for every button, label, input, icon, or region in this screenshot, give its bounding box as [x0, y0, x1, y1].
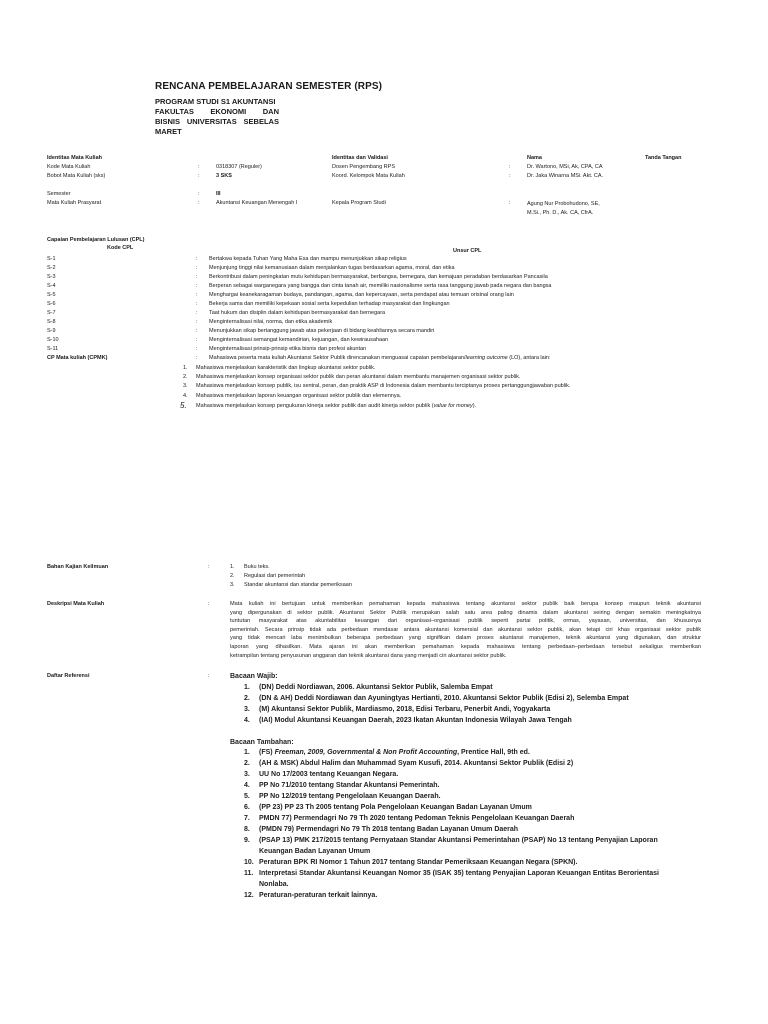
cpl-code: S-2 — [47, 265, 56, 271]
cpmk-num: 2. — [183, 374, 188, 380]
cpl-code: S-5 — [47, 292, 56, 298]
cpl-sep: : — [196, 283, 198, 289]
cpl-text: Menginternalisasi nilai, norma, dan etika akademik — [209, 319, 333, 325]
cpl-code: S-4 — [47, 283, 56, 289]
ref-num: 1. — [244, 749, 250, 756]
deskripsi-line: tuntutan masyarakat atas akuntabilitas keuangan dari organisasi–organisasi publik seperti partai politik, ormas, yayasan, universitas, dan khususnya — [230, 618, 701, 625]
cpl-code: S-8 — [47, 319, 56, 325]
faculty-word: FAKULTAS — [155, 107, 194, 116]
cpl-text: Menghargai keanekaragaman budaya, pandangan, agama, dan kepercayaan, serta pendapat atau temuan orisinal orang lain — [209, 292, 514, 298]
ref-text: (DN & AH) Deddi Nordiawan dan Ayuningtyas Hertianti, 2010. Akuntansi Sektor Publik (Edisi 2), Selemba Empat — [259, 695, 629, 702]
bahan-label: Bahan Kajian Keilmuan — [47, 564, 109, 570]
cpl-code: S-10 — [47, 337, 59, 343]
cpl-text: Menginternalisasi semangat kemandirian, kejuangan, dan kewirausahaan — [209, 337, 389, 343]
cpl-sep: : — [196, 301, 198, 307]
ref-text: (AH & MSK) Abdul Halim dan Muhammad Syam Kusufi, 2014. Akuntansi Sektor Publik (Edisi 2) — [259, 760, 574, 767]
cpl-sep: : — [196, 265, 198, 271]
ref-text: (DN) Deddi Nordiawan, 2006. Akuntansi Sektor Publik, Salemba Empat — [259, 684, 493, 691]
bahan-text: Regulasi dari pemerintah — [244, 573, 306, 579]
ref-text-cont: Nonlaba. — [259, 881, 289, 888]
identity-label: Kode Mata Kuliah — [47, 164, 91, 170]
cpmk-text-part: Mahasiswa menjelaskan konsep pengukuran kinerja sektor publik dan audit kinerja sektor publik ( — [196, 403, 434, 409]
ref-text-cont: Keuangan Badan Layanan Umum — [259, 848, 371, 855]
cpmk-num: 3. — [183, 383, 188, 389]
ref-num: 2. — [244, 760, 250, 767]
bahan-num: 3. — [230, 582, 235, 588]
cpl-code: S-3 — [47, 274, 56, 280]
cpl-code: S-11 — [47, 346, 59, 352]
ref-text: Interpretasi Standar Akuntansi Keuangan Nomor 35 (ISAK 35) tentang Penyajian Laporan Keuangan Entitas Berorientasi — [259, 870, 659, 877]
bahan-num: 2. — [230, 573, 235, 579]
cpmk-num: 1. — [183, 365, 188, 371]
ref-num: 10. — [244, 859, 254, 866]
ref-text: PP No 12/2019 tentang Pengelolaan Keuangan Daerah. — [259, 793, 441, 800]
business-line — [155, 117, 279, 127]
maret-line: MARET — [155, 127, 182, 136]
deskripsi-text — [230, 600, 701, 660]
ref-num: 9. — [244, 837, 250, 844]
ref-text: (PSAP 13) PMK 217/2015 tentang Pernyataan Standar Akuntansi Pemerintahan (PSAP) No 13 tentang Penyajian Laporan — [259, 837, 658, 844]
ref-text: UU No 17/2003 tentang Keuangan Negara. — [259, 771, 399, 778]
bahan-text: Buku teks. — [244, 564, 270, 570]
faculty-line — [155, 107, 279, 117]
name-heading: Nama — [527, 155, 542, 161]
ref-num: 12. — [244, 892, 254, 899]
cpl-sep: : — [196, 337, 198, 343]
business-word: SEBELAS — [243, 117, 279, 126]
validation-label: Dosen Pengembang RPS — [332, 164, 395, 170]
validation-name: Dr. Jaka Winarna MSi. Akt. CA. — [527, 173, 604, 179]
cpl-text: Bekerja sama dan memiliki kepekaan sosial serta kepedulian terhadap masyarakat dan lingkungan — [209, 301, 450, 307]
ref-text: Peraturan-peraturan terkait lainnya. — [259, 892, 378, 899]
cpl-code: S-7 — [47, 310, 56, 316]
identity-sep: : — [198, 191, 200, 197]
ref-text: Peraturan BPK RI Nomor 1 Tahun 2017 tentang Standar Pemeriksaan Keuangan Negara (SPKN). — [259, 859, 578, 866]
referensi-sep: : — [208, 673, 210, 679]
identity-sep: : — [198, 164, 200, 170]
ref-num: 5. — [244, 793, 250, 800]
cpl-text: Berperan sebagai warganegara yang bangga dan cinta tanah air, memiliki nasionalisme serta rasa tanggung jawab pada negara dan bangsa — [209, 283, 552, 289]
identity-sep: : — [198, 173, 200, 179]
identity-label: Semester — [47, 191, 71, 197]
ref-text — [259, 748, 530, 759]
cpmk-intro-text: Mahasiswa peserta mata kuliah Akuntansi Sektor Publik direncanakan menguasai capaian pembelajaran/ — [209, 355, 466, 361]
identity-value: 0318307 (Reguler) — [216, 164, 262, 170]
identity-label: Bobot Mata Kuliah (sks) — [47, 173, 106, 179]
deskripsi-line: yang tidak mencari laba menimbulkan beberapa perbedaan yang signifikan dalam proses akuntansi manajemen, teknik akuntansi yang digunakan, dan struktur — [230, 635, 701, 642]
cpl-sep: : — [196, 319, 198, 325]
deskripsi-line: pemerintah. Secara prinsip tidak ada perbedaan mendasar antara akuntansi komersial dan akuntansi sektor publik, akan tetapi ciri khas organisasi sektor publik — [230, 626, 701, 633]
ref-text: PP No 71/2010 tentang Standar Akuntansi Pemerintah. — [259, 782, 440, 789]
ref-num: 3. — [244, 706, 250, 713]
validation-name: Agung Nur Probohudono, SE, M.Si., Ph. D., Ak. CA, CfrA. — [527, 201, 600, 216]
cpl-code: S-1 — [47, 256, 56, 262]
ref-num: 6. — [244, 804, 250, 811]
cpmk-intro-em: learning outcome — [465, 355, 508, 361]
ref-num: 2. — [244, 695, 250, 702]
signature-heading: Tanda Tangan — [645, 155, 682, 161]
deskripsi-label: Deskripsi Mata Kuliah — [47, 601, 105, 607]
cpl-code: S-9 — [47, 328, 56, 334]
validation-name: Dr. Wartono, MSi, Ak, CPA, CA — [527, 164, 603, 170]
cpmk-text — [196, 403, 476, 410]
ref-num: 4. — [244, 717, 250, 724]
cpl-sep: : — [196, 310, 198, 316]
cpl-text: Bertakwa kepada Tuhan Yang Maha Esa dan mampu menunjukkan sikap religius — [209, 256, 407, 262]
business-word: UNIVERSITAS — [186, 117, 237, 126]
validation-label: Koord. Kelompok Mata Kuliah — [332, 173, 405, 179]
cpl-text: Berkontribusi dalam peningkatan mutu kehidupan bermasyarakat, berbangsa, bernegara, dan kemajuan peradaban berdasarkan Pancasila — [209, 274, 548, 280]
ref-num: 4. — [244, 782, 250, 789]
ref-text: (M) Akuntansi Sektor Publik, Mardiasmo, 2018, Edisi Terbaru, Penerbit Andi, Yogyakarta — [259, 706, 551, 713]
identity-sep: : — [198, 200, 200, 206]
cpl-sep: : — [196, 328, 198, 334]
ref-text: (IAI) Modul Akuntansi Keuangan Daerah, 2023 Ikatan Akuntan Indonesia Wilayah Jawa Tengah — [259, 717, 572, 724]
ref-num: 3. — [244, 771, 250, 778]
ref-text: (PP 23) PP 23 Th 2005 tentang Pola Pengelolaan Keuangan Badan Layanan Umum — [259, 804, 532, 811]
cpl-text: Menunjukkan sikap bertanggung jawab atas pekerjaan di bidang keahliannya secara mandiri — [209, 328, 435, 334]
cpl-text: Taat hukum dan disiplin dalam kehidupan bermasyarakat dan bernegara — [209, 310, 386, 316]
wajib-heading: Bacaan Wajib: — [230, 673, 278, 680]
deskripsi-line: laporan yang dihasilkan. Mata ajaran ini akan memberikan pemahaman kepada mahasiswa tentang perbedaan–perbedaan tersebut sekaligus memberikan — [230, 643, 701, 650]
cpl-unsur-heading: Unsur CPL — [453, 248, 482, 254]
tambahan-heading: Bacaan Tambahan: — [230, 739, 294, 746]
cpmk-num: 4. — [183, 393, 188, 399]
cpmk-intro — [209, 355, 551, 362]
validation-label: Kepala Program Studi — [332, 200, 386, 206]
ref-num: 8. — [244, 826, 250, 833]
faculty-word: EKONOMI — [210, 107, 247, 116]
cpmk-num: 5. — [180, 401, 187, 410]
bahan-sep: : — [208, 564, 210, 570]
ref-text-pre: (FS) — [259, 749, 275, 756]
validation-sep: : — [509, 173, 511, 179]
referensi-label: Daftar Referensi — [47, 673, 90, 679]
business-word: BISNIS — [155, 117, 181, 126]
bahan-num: 1. — [230, 564, 235, 570]
cpmk-sep: : — [196, 355, 198, 361]
cpl-sep: : — [196, 274, 198, 280]
cpmk-text-em: value for money — [433, 403, 473, 409]
cpl-sep: : — [196, 346, 198, 352]
identity-value: III — [216, 191, 221, 197]
cpl-sep: : — [196, 292, 198, 298]
cpmk-intro-end: (LO), antara lain: — [507, 355, 551, 361]
cpmk-text: Mahasiswa menjelaskan karakteristik dan lingkup akuntansi sektor publik. — [196, 365, 376, 371]
ref-num: 1. — [244, 684, 250, 691]
validation-heading: Identitas dan Validasi — [332, 155, 388, 161]
ref-text: PMDN 77) Permendagri No 79 Th 2020 tentang Pedoman Teknis Pengelolaan Keuangan Daerah — [259, 815, 575, 822]
cpmk-text: Mahasiswa menjelaskan konsep organisasi sektor publik dan peran akuntansi dalam membantu manajemen organisasi sektor publik. — [196, 374, 521, 380]
ref-num: 11. — [244, 870, 254, 877]
deskripsi-line: ketrampilan tentang penyusunan anggaran dan teknik akuntansi dana yang menjadi ciri akuntansi sektor publik. — [230, 652, 507, 659]
identity-value: 3 SKS — [216, 173, 232, 179]
page-title: RENCANA PEMBELAJARAN SEMESTER (RPS) — [155, 81, 383, 92]
validation-sep: : — [509, 200, 511, 206]
deskripsi-sep: : — [208, 601, 210, 607]
ref-num: 7. — [244, 815, 250, 822]
cpl-code-heading: Kode CPL — [107, 245, 134, 251]
cpmk-text: Mahasiswa menjelaskan konsep publik, isu sentral, peran, dan praktik ASP di Indonesia dalam membantu terciptanya proses pertanggungjawaban publik. — [196, 383, 571, 389]
cpl-heading: Capaian Pembelajaran Lulusan (CPL) — [47, 237, 145, 243]
cpl-text: Menginternalisasi prinsip-prinsip etika bisnis dan profesi akuntan — [209, 346, 367, 352]
identity-heading: Identitas Mata Kuliah — [47, 155, 103, 161]
ref-text: (PMDN 79) Permendagri No 79 Th 2018 tentang Badan Layanan Umum Daerah — [259, 826, 519, 833]
faculty-word: DAN — [262, 107, 279, 116]
identity-label: Mata Kuliah Prasyarat — [47, 200, 102, 206]
cpl-text: Menjunjung tinggi nilai kemanusiaan dalam menjalankan tugas berdasarkan agama, moral, dan etika — [209, 265, 455, 271]
cpmk-text-end: ). — [472, 403, 477, 409]
identity-value: Akuntansi Keuangan Menengah I — [216, 200, 298, 206]
validation-sep: : — [509, 164, 511, 170]
program-name: PROGRAM STUDI S1 AKUNTANSI — [155, 97, 276, 106]
cpl-code: S-6 — [47, 301, 56, 307]
deskripsi-line: Mata kuliah ini bertujuan untuk memberikan pemahaman kepada mahasiswa tentang akuntansi sektor publik baik berupa konsep maupun teknik akuntansi — [230, 601, 701, 607]
bahan-text: Standar akuntansi dan standar pemeriksaan — [244, 582, 352, 588]
cpl-sep: : — [196, 256, 198, 262]
deskripsi-line: yang dipergunakan di sektor publik. Akuntansi Sektor Publik merupakan salah satu area paling dinamis dalam akuntansi seiring dengan semakin meningkatnya — [230, 609, 701, 616]
cpmk-text: Mahasiswa menjelaskan laporan keuangan organisasi sektor publik dan elemennya. — [196, 393, 402, 399]
ref-text-post: , Prentice Hall, 9th ed. — [457, 749, 530, 756]
cpmk-heading: CP Mata kuliah (CPMK) — [47, 355, 108, 361]
ref-text-em: Freeman, 2009, Governmental & Non Profit Accounting — [274, 749, 458, 756]
